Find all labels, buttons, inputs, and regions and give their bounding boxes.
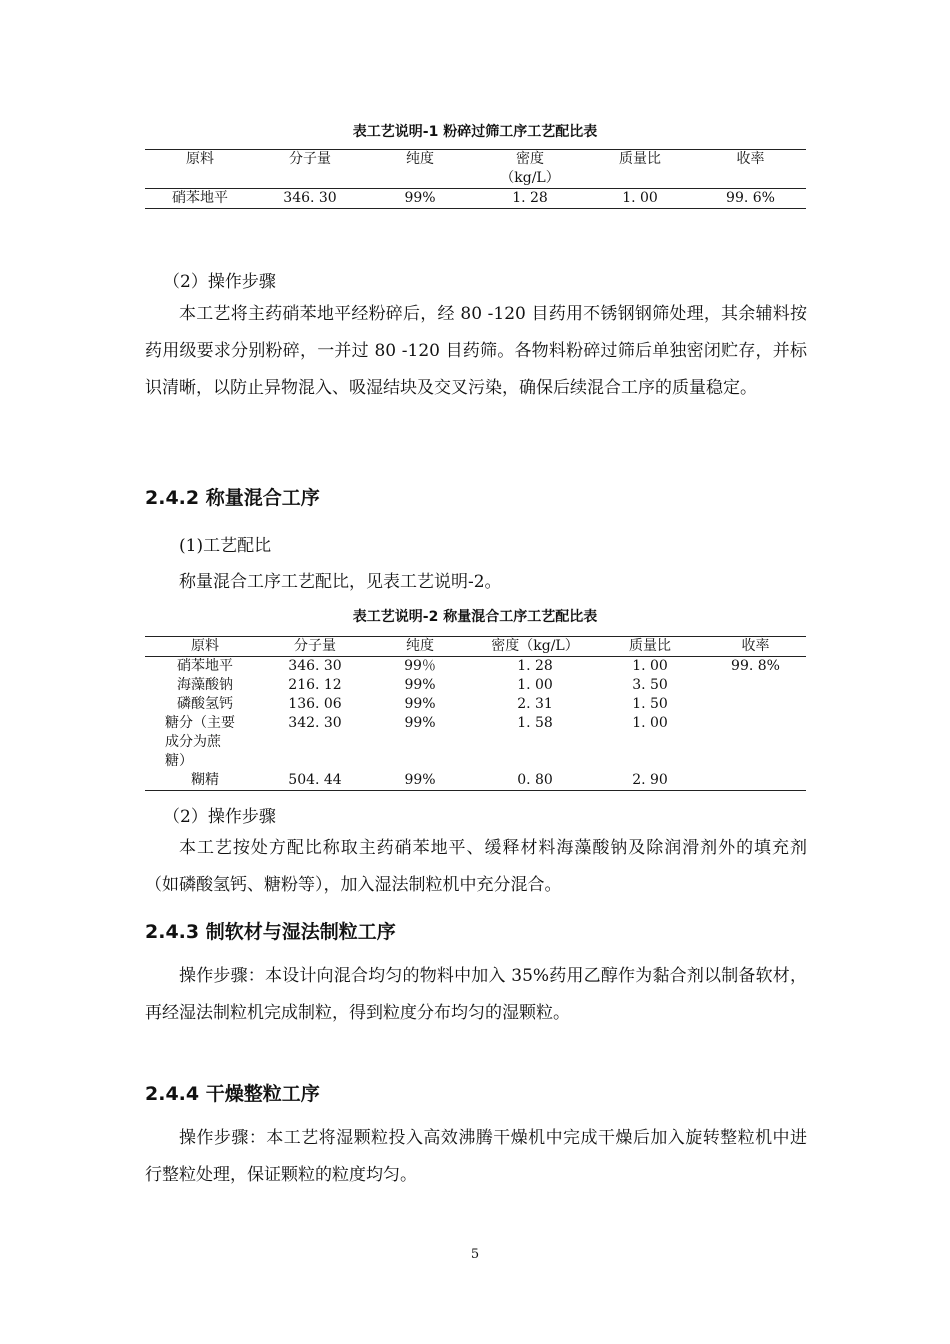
t2-cell: [705, 771, 806, 791]
t1-cell: 1. 00: [622, 190, 658, 206]
page-number: 5: [470, 1247, 480, 1262]
paragraph-crushing: 本工艺将主药硝苯地平经粉碎后，经 80 -120 目药用不锈钢钢筛处理，其余辅料按药用级要求分别粉碎，一并过 80 -120 目药筛。各物料粉碎过筛后单独密闭贮存，并标识清晰，以防止异物混入、吸湿结块及交叉污染，确保后续混合工序的质量稳定。: [145, 304, 807, 398]
t1-cell: 99. 6%: [726, 190, 775, 206]
heading-2-4-2: 2.4.2 称量混合工序: [145, 487, 320, 509]
table2-caption: 表工艺说明-2 称量混合工序工艺配比表: [352, 609, 598, 625]
t2-cell: [705, 676, 806, 695]
t2-cell: 硝苯地平: [177, 658, 233, 674]
table-row: [145, 657, 806, 677]
table-row: [145, 771, 806, 791]
ratio-text: 称量混合工序工艺配比，见表工艺说明-2。: [179, 572, 502, 592]
t1-cell: 硝苯地平: [172, 190, 228, 206]
t2-cell: 1. 28: [517, 658, 553, 674]
t2-cell: 136. 06: [288, 696, 342, 712]
paragraph-mixing: 本工艺按处方配比称取主药硝苯地平、缓释材料海藻酸钠及除润滑剂外的填充剂（如磷酸氢钙、糖粉等），加入湿法制粒机中充分混合。: [145, 838, 807, 895]
t1-header-yield: 收率: [736, 151, 765, 167]
t2-cell: 346. 30: [288, 658, 342, 674]
heading-2-4-4: 2.4.4 干燥整粒工序: [145, 1083, 320, 1105]
t2-header-density: 密度（kg/L）: [491, 638, 579, 654]
t2-cell: 3. 50: [632, 677, 668, 693]
t1-header-material: 原料: [186, 151, 214, 167]
t2-cell: 1. 00: [632, 658, 668, 674]
table-row: [145, 676, 806, 695]
t2-header-yield: 收率: [741, 638, 770, 654]
t2-cell: 2. 31: [517, 696, 553, 712]
t2-header-mw: 分子量: [294, 638, 336, 654]
t2-cell: 1. 00: [632, 715, 668, 731]
paragraph-granulation: 操作步骤：本设计向混合均匀的物料中加入 35%药用乙醇作为黏合剂以制备软材，再经湿法制粒机完成制粒，得到粒度分布均匀的湿颗粒。: [145, 966, 807, 1023]
t2-cell: 2. 90: [632, 772, 668, 788]
t2-cell: 504. 44: [288, 772, 342, 788]
step-label-2: （2）操作步骤: [163, 807, 276, 827]
t2-cell: 99%: [404, 677, 436, 693]
t2-cell: 342. 30: [288, 715, 342, 731]
t2-cell: [705, 695, 806, 714]
t2-cell: 99%: [404, 696, 436, 712]
subheading-ratio: (1)工艺配比: [179, 536, 272, 556]
t2-cell: 0. 80: [517, 772, 553, 788]
step-label-1: （2）操作步骤: [163, 272, 276, 292]
table1-caption: 表工艺说明-1 粉碎过筛工序工艺配比表: [352, 124, 598, 140]
t1-header-purity: 纯度: [406, 151, 434, 167]
table1: [145, 149, 806, 209]
t2-cell: 216. 12: [288, 677, 342, 693]
heading-2-4-3: 2.4.3 制软材与湿法制粒工序: [145, 921, 396, 943]
t1-header-mw: 分子量: [289, 151, 331, 167]
t2-cell: 1. 50: [632, 696, 668, 712]
t1-header-density: 密度 （kg/L）: [500, 151, 560, 186]
t1-cell: 346. 30: [283, 190, 337, 206]
table-row: [145, 695, 806, 714]
t2-header-purity: 纯度: [406, 638, 434, 654]
t1-cell: 1. 28: [512, 190, 548, 206]
t2-cell: 1. 58: [517, 715, 553, 731]
t2-cell: 99%: [404, 772, 436, 788]
t2-header-material: 原料: [191, 638, 219, 654]
t2-cell: 糖分（主要 成分为蔗 糖）: [165, 715, 235, 769]
t2-header-mass-ratio: 质量比: [629, 638, 671, 654]
t2-cell: 糊精: [191, 772, 219, 788]
t2-cell: 海藻酸钠: [177, 677, 233, 693]
t2-cell: 1. 00: [517, 677, 553, 693]
table-row: [145, 189, 806, 209]
t1-header-mass-ratio: 质量比: [619, 151, 661, 167]
t2-cell: 99. 8%: [731, 658, 780, 674]
t2-cell: [705, 714, 806, 771]
paragraph-drying: 操作步骤：本工艺将湿颗粒投入高效沸腾干燥机中完成干燥后加入旋转整粒机中进行整粒处理，保证颗粒的粒度均匀。: [145, 1128, 807, 1185]
t2-cell: 99%: [404, 715, 436, 731]
t1-cell: 99%: [404, 190, 436, 206]
t2-cell: 磷酸氢钙: [177, 696, 233, 712]
table2: [145, 636, 806, 791]
t2-cell: 99％: [404, 658, 436, 674]
table-row: [145, 714, 806, 771]
